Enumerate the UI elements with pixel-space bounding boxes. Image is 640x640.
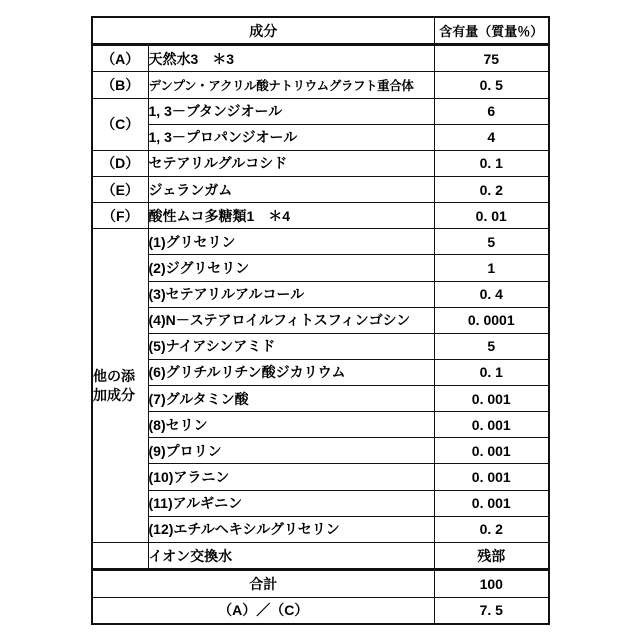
ingredient-name: 1, 3－プロパンジオール <box>148 124 434 150</box>
ingredient-name: 1, 3－ブタンジオール <box>148 98 434 124</box>
table-row <box>92 255 549 281</box>
ingredient-name: (8)セリン <box>148 412 434 438</box>
table-row <box>92 176 549 202</box>
table-row <box>92 229 549 255</box>
ingredient-name: (6)グリチルリチン酸ジカリウム <box>148 359 434 385</box>
table-row-ion-exchange-water <box>92 542 549 569</box>
table-row <box>92 464 549 490</box>
row-label-a: （A） <box>92 45 148 72</box>
ingredient-name: デンプン・アクリル酸ナトリウムグラフト重合体 <box>148 72 434 98</box>
amount-value: 0. 001 <box>434 464 549 490</box>
amount-value: 6 <box>434 98 549 124</box>
ingredient-name: (2)ジグリセリン <box>148 255 434 281</box>
table-row <box>92 45 549 72</box>
ingredient-name: (12)エチルヘキシルグリセリン <box>148 516 434 542</box>
ingredient-name: ジェランガム <box>148 176 434 202</box>
amount-value: 0. 0001 <box>434 307 549 333</box>
amount-value: 0. 2 <box>434 516 549 542</box>
amount-value: 0. 01 <box>434 203 549 229</box>
table-row <box>92 307 549 333</box>
ingredient-name: セテアリルグルコシド <box>148 150 434 176</box>
row-label-f: （F） <box>92 203 148 229</box>
ingredient-name: (9)プロリン <box>148 438 434 464</box>
ingredient-name: 酸性ムコ多糖類1 ＊4 <box>148 203 434 229</box>
total-label: 合計 <box>92 570 434 597</box>
table-row <box>92 386 549 412</box>
table-row <box>92 412 549 438</box>
ingredient-name: (10)アラニン <box>148 464 434 490</box>
table-row <box>92 98 549 124</box>
table-row <box>92 359 549 385</box>
composition-table <box>91 16 550 625</box>
total-value: 100 <box>434 570 549 597</box>
amount-value: 1 <box>434 255 549 281</box>
ingredient-name: (3)セテアリルアルコール <box>148 281 434 307</box>
amount-value: 5 <box>434 333 549 359</box>
table-row <box>92 333 549 359</box>
table-row <box>92 516 549 542</box>
table-row <box>92 72 549 98</box>
table-row <box>92 281 549 307</box>
table-row <box>92 124 549 150</box>
total-row <box>92 570 549 597</box>
amount-value: 0. 5 <box>434 72 549 98</box>
amount-value: 0. 001 <box>434 412 549 438</box>
amount-value: 0. 4 <box>434 281 549 307</box>
amount-value: 0. 001 <box>434 438 549 464</box>
ingredient-name: (7)グルタミン酸 <box>148 386 434 412</box>
ingredient-name: (1)グリセリン <box>148 229 434 255</box>
ratio-row <box>92 597 549 624</box>
ingredient-name: (5)ナイアシンアミド <box>148 333 434 359</box>
amount-value: 0. 001 <box>434 490 549 516</box>
header-amount: 含有量（質量％） <box>434 17 549 45</box>
row-label-b: （B） <box>92 72 148 98</box>
row-label-e: （E） <box>92 176 148 202</box>
ingredient-name: イオン交換水 <box>148 542 434 569</box>
amount-value: 5 <box>434 229 549 255</box>
row-label-c: （C） <box>92 98 148 150</box>
ingredient-name: (4)N－ステアロイルフィトスフィンゴシン <box>148 307 434 333</box>
row-label-empty <box>92 542 148 569</box>
amount-value: 0. 1 <box>434 359 549 385</box>
amount-value: 0. 2 <box>434 176 549 202</box>
header-row <box>92 17 549 45</box>
header-component: 成分 <box>92 17 434 45</box>
amount-value: 4 <box>434 124 549 150</box>
ratio-value: 7. 5 <box>434 597 549 624</box>
amount-value: 75 <box>434 45 549 72</box>
group-label-other-additives: 他の添加成分 <box>92 229 148 543</box>
table-row <box>92 203 549 229</box>
ingredient-name: (11)アルギニン <box>148 490 434 516</box>
ingredient-name: 天然水3 ＊3 <box>148 45 434 72</box>
table-row <box>92 150 549 176</box>
table-row <box>92 490 549 516</box>
amount-value: 残部 <box>434 542 549 569</box>
row-label-d: （D） <box>92 150 148 176</box>
amount-value: 0. 1 <box>434 150 549 176</box>
amount-value: 0. 001 <box>434 386 549 412</box>
ratio-label: （A）／（C） <box>92 597 434 624</box>
table-row <box>92 438 549 464</box>
